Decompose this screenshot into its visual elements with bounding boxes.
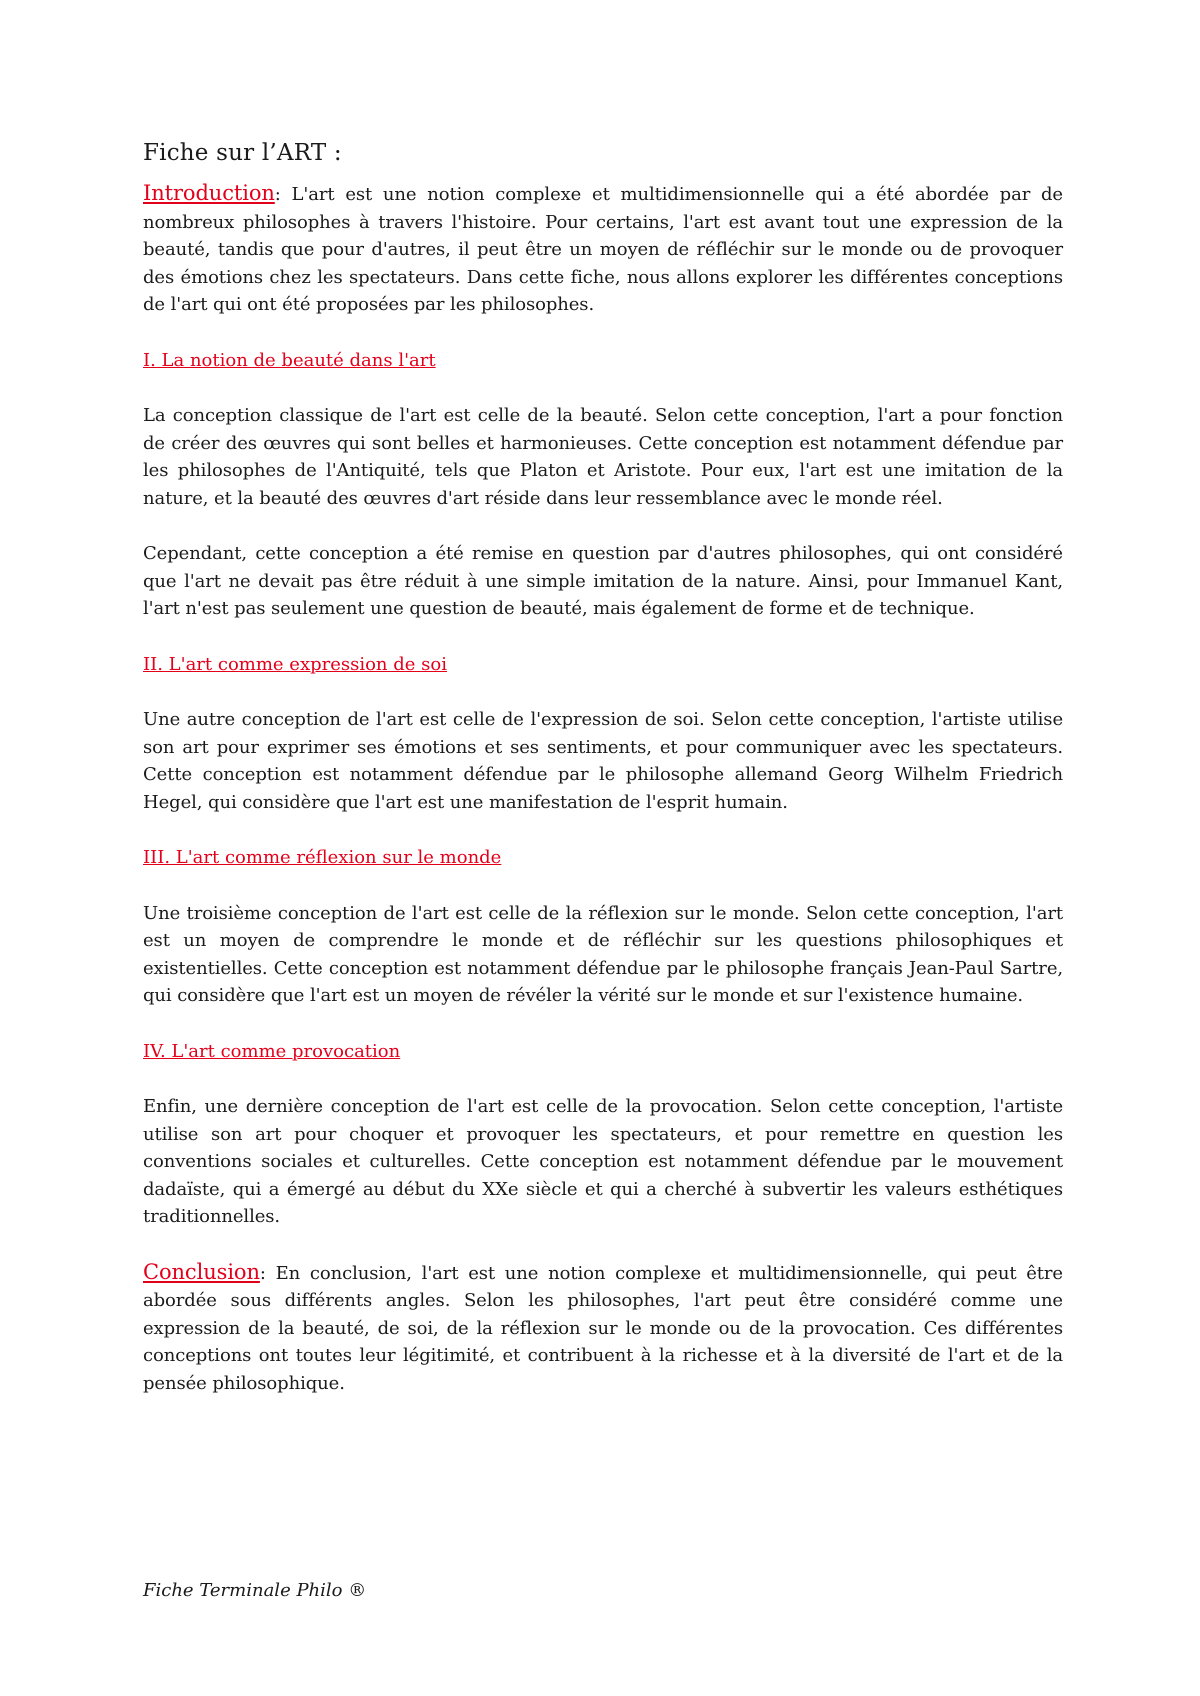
document-page bbox=[143, 140, 1063, 1397]
conclusion-paragraph bbox=[143, 1259, 1063, 1398]
section-beaute-paragraph-1: La conception classique de l'art est celle de la beauté. Selon cette conception, l'art a pour fonction de créer des œuvres qui sont belles et harmonieuses. Cette conception est notamment défendue par les philosophes de l'Antiquité, tels que Platon et Aristote. Pour eux, l'art est une imitation de la nature, et la beauté des œuvres d'art réside dans leur ressemblance avec le monde réel. bbox=[143, 405, 1063, 509]
section-beaute-paragraph-2: Cependant, cette conception a été remise en question par d'autres philosophes, qui ont considéré que l'art ne devait pas être réduit à une simple imitation de la nature. Ainsi, pour Immanuel Kant, l'art n'est pas seulement une question de beauté, mais également de forme et de technique. bbox=[143, 543, 1063, 619]
introduction-label: Introduction bbox=[143, 181, 275, 205]
section-heading-beaute: I. La notion de beauté dans l'art bbox=[143, 349, 436, 371]
section-heading-expression: II. L'art comme expression de soi bbox=[143, 653, 447, 675]
section-expression-paragraph: Une autre conception de l'art est celle de l'expression de soi. Selon cette conception, l'artiste utilise son art pour exprimer ses émotions et ses sentiments, et pour communiquer avec les spectateurs. Cette conception est notamment défendue par le philosophe allemand Georg Wilhelm Friedrich Hegel, qui considère que l'art est une manifestation de l'esprit humain. bbox=[143, 709, 1063, 813]
conclusion-text: : En conclusion, l'art est une notion complexe et multidimensionnelle, qui peut être abordée sous différents angles. Selon les philosophes, l'art peut être considéré comme une expression de la beauté, de soi, de la réflexion sur le monde ou de la provocation. Ces différentes conceptions ont toutes leur légitimité, et contribuent à la richesse et à la diversité de l'art et de la pensée philosophique. bbox=[143, 1262, 1063, 1394]
introduction-paragraph bbox=[143, 180, 1063, 319]
introduction-text: : L'art est une notion complexe et multidimensionnelle qui a été abordée par de nombreux philosophes à travers l'histoire. Pour certains, l'art est avant tout une expression de la beauté, tandis que pour d'autres, il peut être un moyen de réfléchir sur le monde ou de provoquer des émotions chez les spectateurs. Dans cette fiche, nous allons explorer les différentes conceptions de l'art qui ont été proposées par les philosophes. bbox=[143, 184, 1063, 315]
page-footer: Fiche Terminale Philo ® bbox=[143, 1580, 367, 1601]
conclusion-label: Conclusion bbox=[143, 1259, 260, 1284]
section-reflexion-paragraph: Une troisième conception de l'art est celle de la réflexion sur le monde. Selon cette conception, l'art est un moyen de comprendre le monde et de réfléchir sur les questions philosophiques et existentielles. Cette conception est notamment défendue par le philosophe français Jean-Paul Sartre, qui considère que l'art est un moyen de révéler la vérité sur le monde et sur l'existence humaine. bbox=[143, 902, 1063, 1006]
section-heading-reflexion: III. L'art comme réflexion sur le monde bbox=[143, 847, 502, 868]
section-heading-provocation: IV. L'art comme provocation bbox=[143, 1040, 401, 1062]
section-provocation-paragraph: Enfin, une dernière conception de l'art est celle de la provocation. Selon cette conception, l'artiste utilise son art pour choquer et provoquer les spectateurs, et pour remettre en question les conventions sociales et culturelles. Cette conception est notamment défendue par le mouvement dadaïste, qui a émergé au début du XXe siècle et qui a cherché à subvertir les valeurs esthétiques traditionnelles. bbox=[143, 1096, 1063, 1227]
document-title: Fiche sur l’ART : bbox=[143, 140, 342, 166]
